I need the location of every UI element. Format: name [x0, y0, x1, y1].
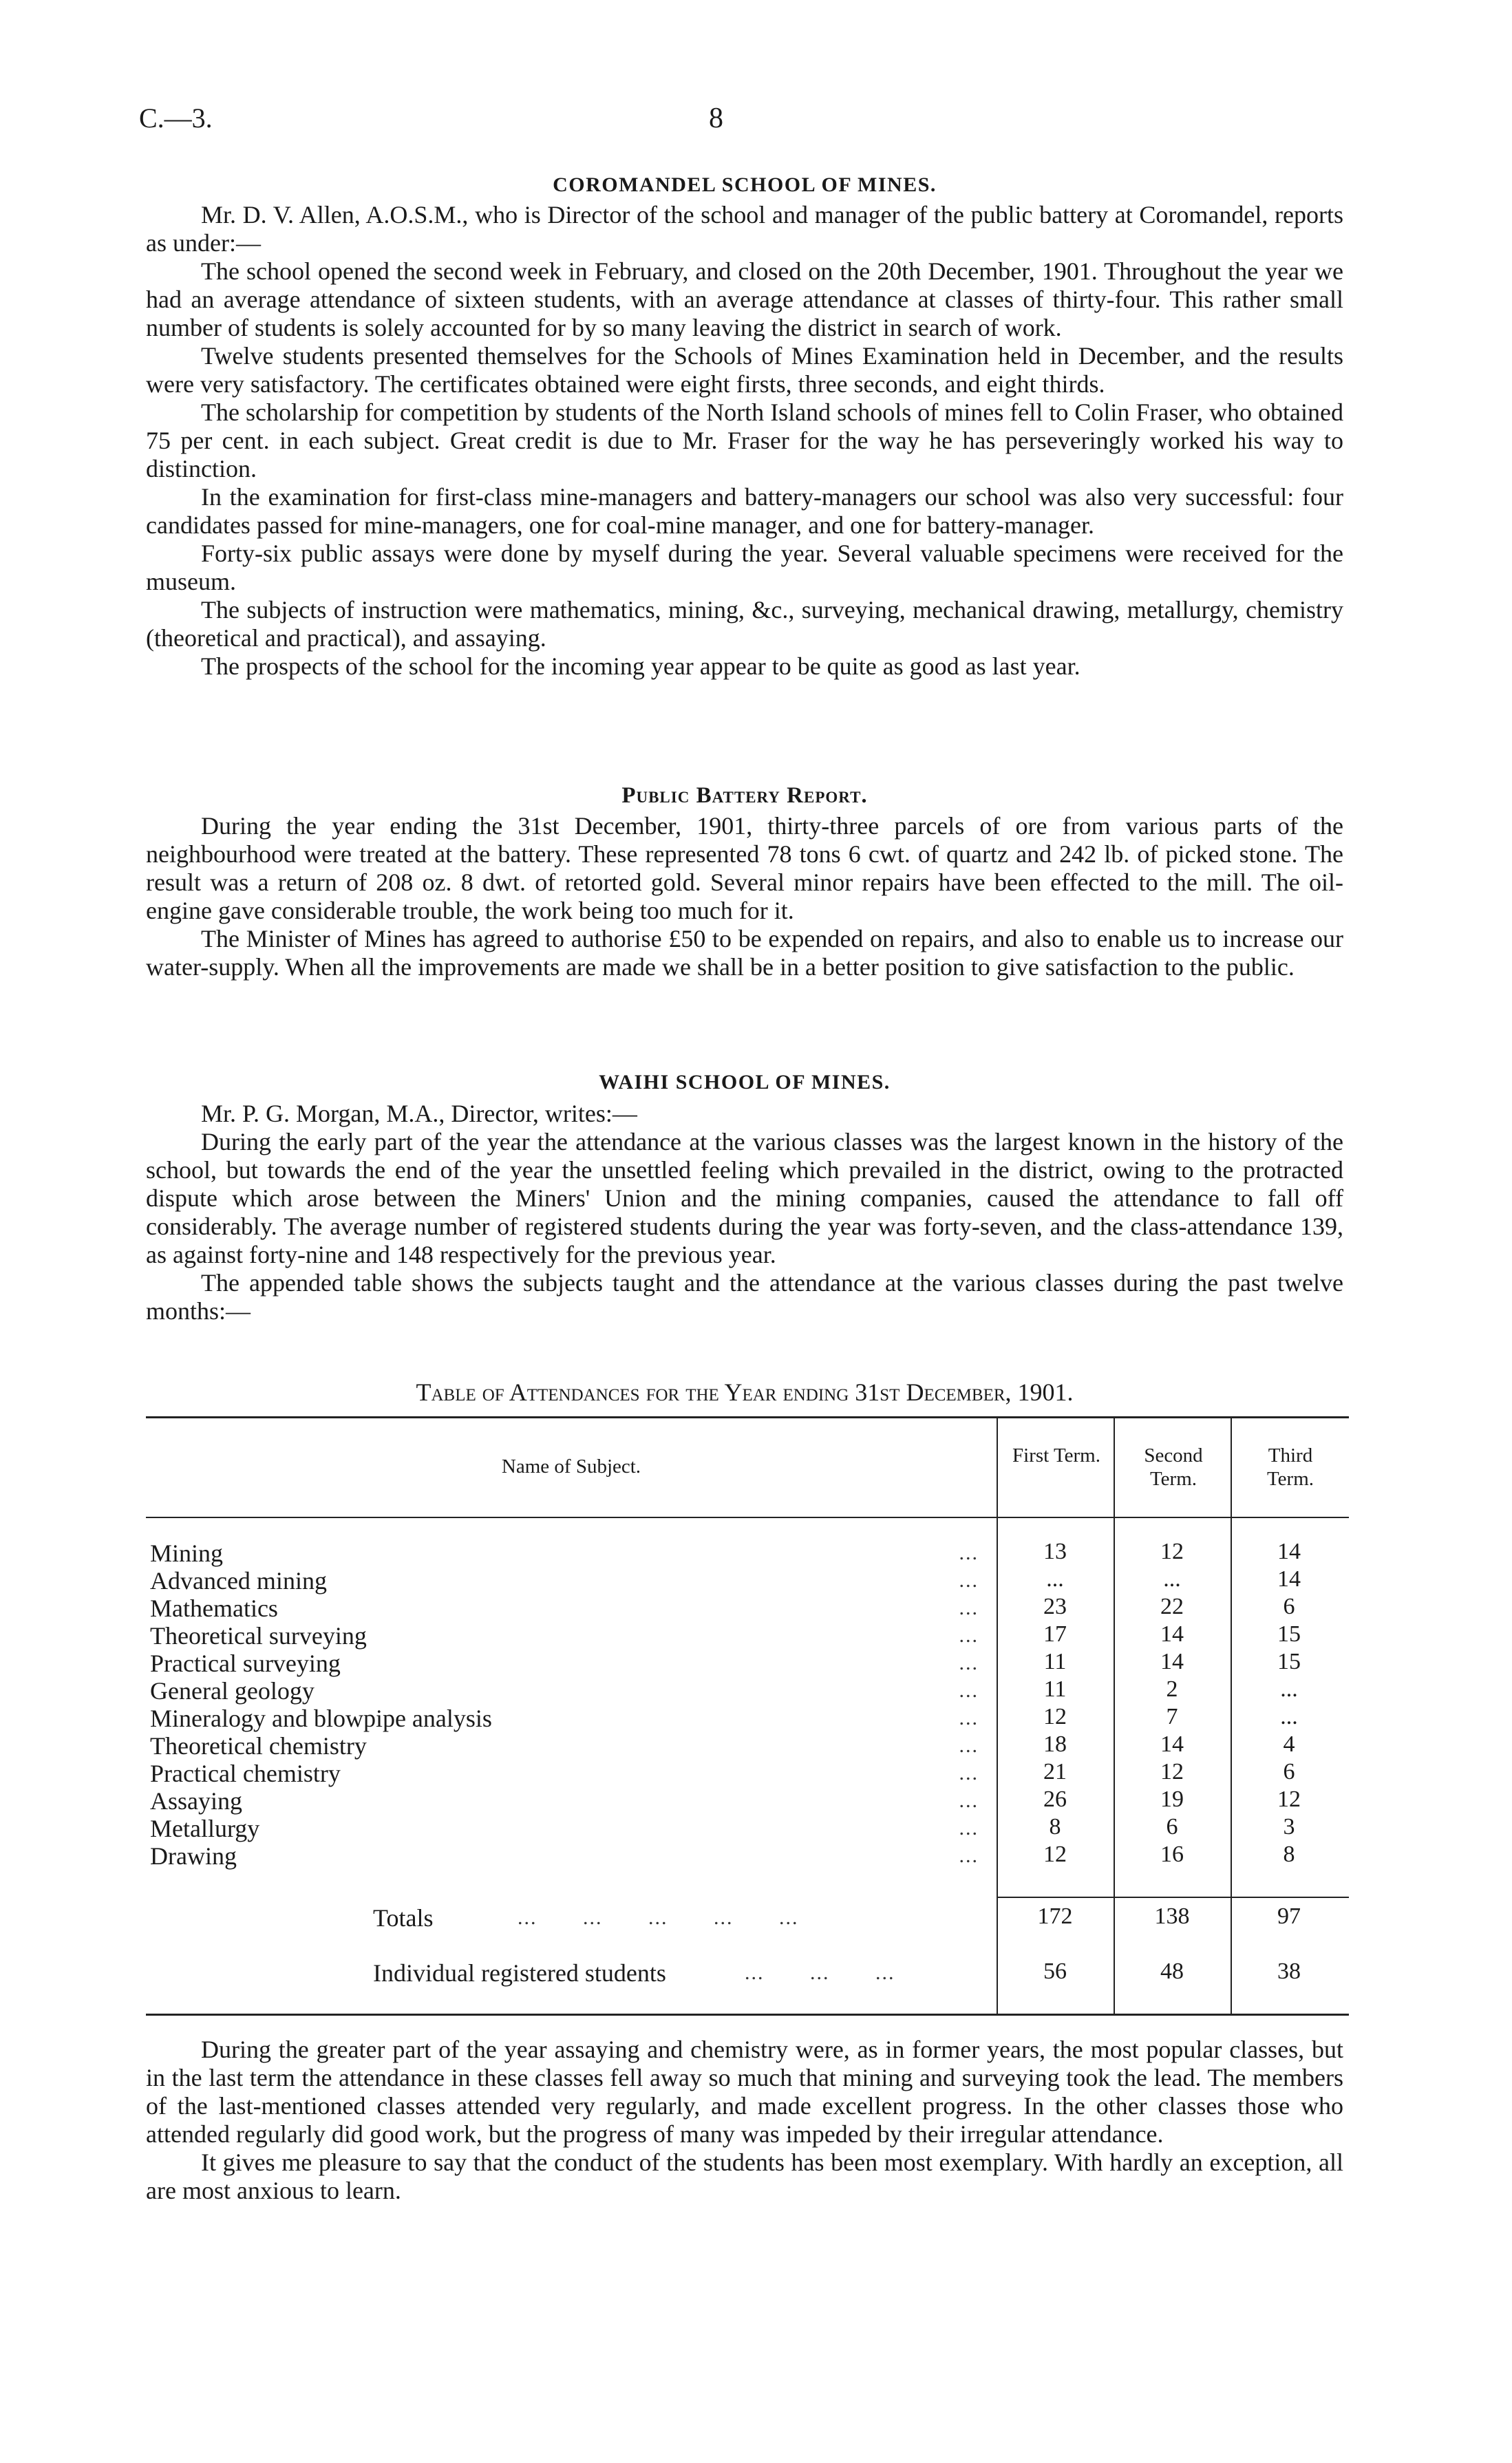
subject-name: Advanced mining	[150, 1567, 327, 1595]
second-term-value: 14	[1160, 1649, 1184, 1674]
paragraph: The subjects of instruction were mathematics, mining, &c., surveying, mechanical drawing, metallurgy, chemistry (theoretical and practical), and assaying.	[146, 596, 1343, 652]
column-divider	[997, 1416, 998, 2015]
leader-dots: ... ... ...	[745, 1961, 895, 1984]
paragraph: Mr. P. G. Morgan, M.A., Director, writes:—	[201, 1100, 637, 1127]
individual-second-term: 48	[1160, 1959, 1184, 1984]
totals-third-term: 97	[1277, 1904, 1301, 1929]
paragraph: The school opened the second week in February, and closed on the 20th December, 1901. Throughout the year we had an average attendance of sixteen students, with an average attendance at classes of thirty-four. This rather small number of students is solely accounted for by so many leaving the district in search of work.	[146, 257, 1343, 341]
coromandel-body	[146, 201, 1343, 681]
paragraph: During the early part of the year the attendance at the various classes was the largest known in the history of the school, but towards the end of the year the unsettled feeling which prevailed in the district, owing to the protracted dispute which arose between the Miners' Union and the mining companies, caused the attendance to fall off considerably. The average number of registered students during the year was forty-seven, and the class-attendance 139, as against forty-nine and 148 respectively for the previous year.	[146, 1128, 1343, 1268]
paragraph: Mr. D. V. Allen, A.O.S.M., who is Director of the school and manager of the public battery at Coromandel, reports as under:—	[146, 201, 1343, 257]
first-term-value: 18	[1043, 1731, 1067, 1757]
third-term-value: 14	[1277, 1539, 1301, 1564]
battery-report-body	[146, 812, 1343, 981]
second-term-value: 14	[1160, 1731, 1184, 1757]
battery-report-heading: Public Battery Report.	[621, 783, 868, 808]
leader-dots: ...	[959, 1707, 979, 1729]
leader-dots: ...	[959, 1817, 979, 1840]
leader-dots: ...	[959, 1597, 979, 1619]
table-header-rule	[146, 1517, 1349, 1518]
third-term-value: 14	[1277, 1566, 1301, 1592]
table-bottom-rule	[146, 2014, 1349, 2016]
paragraph: The appended table shows the subjects taught and the attendance at the various classes during the past twelve months:—	[146, 1269, 1343, 1325]
first-term-value: 11	[1043, 1676, 1067, 1702]
third-term-value: 6	[1283, 1594, 1295, 1619]
second-term-value: 14	[1160, 1621, 1184, 1647]
paragraph: Forty-six public assays were done by myself during the year. Several valuable specimens were received for the museum.	[146, 540, 1343, 595]
leader-dots: ...	[959, 1569, 979, 1592]
subject-name: Assaying	[150, 1787, 242, 1815]
leader-dots: ...	[959, 1542, 979, 1564]
first-term-value: ...	[1046, 1566, 1064, 1592]
paragraph: During the year ending the 31st December, 1901, thirty-three parcels of ore from various parts of the neighbourhood were treated at the battery. These represented 78 tons 6 cwt. of quartz and 242 lb. of picked stone. The result was a return of 208 oz. 8 dwt. of retorted gold. Several minor repairs have been effected to the mill. The oil-engine gave considerable trouble, the work being too much for it.	[146, 812, 1343, 924]
first-term-value: 26	[1043, 1787, 1067, 1812]
second-term-value: 2	[1166, 1676, 1178, 1702]
subject-name: Practical surveying	[150, 1650, 341, 1677]
second-term-value: 22	[1160, 1594, 1184, 1619]
third-term-value: 6	[1283, 1759, 1295, 1784]
paragraph: Twelve students presented themselves for the Schools of Mines Examination held in December, and the results were very satisfactory. The certificates obtained were eight firsts, three seconds, and eight thirds.	[146, 342, 1343, 398]
first-term-value: 12	[1043, 1842, 1067, 1867]
individual-students-label: Individual registered students	[373, 1959, 666, 1987]
first-term-value: 12	[1043, 1704, 1067, 1729]
subject-name: Theoretical chemistry	[150, 1732, 367, 1760]
subject-name: Theoretical surveying	[150, 1622, 367, 1650]
waihi-heading: WAIHI SCHOOL OF MINES.	[599, 1071, 891, 1094]
leader-dots: ...	[959, 1734, 979, 1757]
leader-dots: ...	[959, 1762, 979, 1784]
leader-dots: ...	[959, 1789, 979, 1812]
second-term-value: ...	[1163, 1566, 1181, 1592]
leader-dots: ...	[959, 1679, 979, 1702]
leader-dots: ...	[959, 1652, 979, 1674]
paragraph: The Minister of Mines has agreed to authorise £50 to be expended on repairs, and also to enable us to increase our water-supply. When all the improvements are made we shall be in a better position to give satisfaction to the public.	[146, 925, 1343, 981]
third-term-value: ...	[1280, 1704, 1298, 1729]
subject-name: Practical chemistry	[150, 1760, 341, 1787]
individual-first-term: 56	[1043, 1959, 1067, 1984]
first-term-value: 11	[1043, 1649, 1067, 1674]
subject-name: Drawing	[150, 1842, 237, 1870]
individual-third-term: 38	[1277, 1959, 1301, 1984]
totals-label: Totals	[373, 1904, 434, 1932]
totals-second-term: 138	[1154, 1904, 1190, 1929]
subject-name: Mathematics	[150, 1595, 278, 1622]
subject-name: General geology	[150, 1677, 315, 1705]
subject-name: Mineralogy and blowpipe analysis	[150, 1705, 492, 1732]
paragraph: It gives me pleasure to say that the conduct of the students has been most exemplary. With hardly an exception, all are most anxious to learn.	[146, 2149, 1343, 2204]
coromandel-heading: COROMANDEL SCHOOL OF MINES.	[553, 173, 937, 196]
paragraph: During the greater part of the year assaying and chemistry were, as in former years, the most popular classes, but in the last term the attendance in these classes fell away so much that mining and surveying took the lead. The members of the last-mentioned classes attended very regularly, and made excellent progress. In the other classes those who attended regularly did good work, but the progress of many was impeded by their irregular attendance.	[146, 2036, 1343, 2148]
column-divider	[1231, 1416, 1232, 2015]
third-term-value: ...	[1280, 1676, 1298, 1702]
second-term-value: 12	[1160, 1539, 1184, 1564]
table-title: Table of Attendances for the Year ending 31st December, 1901.	[416, 1378, 1074, 1406]
third-term-value: 4	[1283, 1731, 1295, 1757]
third-term-value: 8	[1283, 1842, 1295, 1867]
document-reference: C.—3.	[139, 103, 213, 134]
attendance-table	[146, 1416, 1349, 2015]
totals-rule	[997, 1897, 1349, 1898]
leader-dots: ...	[959, 1624, 979, 1647]
second-term-value: 12	[1160, 1759, 1184, 1784]
totals-first-term: 172	[1037, 1904, 1073, 1929]
second-term-value: 7	[1166, 1704, 1178, 1729]
third-term-value: 15	[1277, 1621, 1301, 1647]
subject-name: Metallurgy	[150, 1815, 260, 1842]
second-term-value: 6	[1166, 1814, 1178, 1840]
column-header-subject: Name of Subject.	[501, 1456, 641, 1478]
first-term-value: 23	[1043, 1594, 1067, 1619]
column-header-third-term: Third Term.	[1266, 1444, 1314, 1490]
first-term-value: 17	[1043, 1621, 1067, 1647]
leader-dots: ...	[959, 1844, 979, 1867]
third-term-value: 15	[1277, 1649, 1301, 1674]
column-divider	[1114, 1416, 1115, 2015]
paragraph: The prospects of the school for the incoming year appear to be quite as good as last year.	[201, 652, 1080, 680]
waihi-body	[146, 1100, 1343, 1325]
third-term-value: 12	[1277, 1787, 1301, 1812]
second-term-value: 16	[1160, 1842, 1184, 1867]
column-header-second-term: Second Term.	[1144, 1444, 1203, 1490]
first-term-value: 21	[1043, 1759, 1067, 1784]
first-term-value: 13	[1043, 1539, 1067, 1564]
subject-name: Mining	[150, 1539, 224, 1567]
page-number: 8	[709, 103, 723, 134]
paragraph: The scholarship for competition by students of the North Island schools of mines fell to Colin Fraser, who obtained 75 per cent. in each subject. Great credit is due to Mr. Fraser for the way he has perseveringly worked his way to distinction.	[146, 398, 1343, 482]
third-term-value: 3	[1283, 1814, 1295, 1840]
second-term-value: 19	[1160, 1787, 1184, 1812]
leader-dots: ... ... ... ... ...	[518, 1906, 799, 1929]
table-top-rule	[146, 1416, 1349, 1418]
paragraph: In the examination for first-class mine-managers and battery-managers our school was also very successful: four candidates passed for mine-managers, one for coal-mine manager, and one for battery-manager.	[146, 483, 1343, 539]
column-header-first-term: First Term.	[1012, 1444, 1100, 1467]
closing-body	[146, 2036, 1343, 2205]
first-term-value: 8	[1049, 1814, 1061, 1840]
